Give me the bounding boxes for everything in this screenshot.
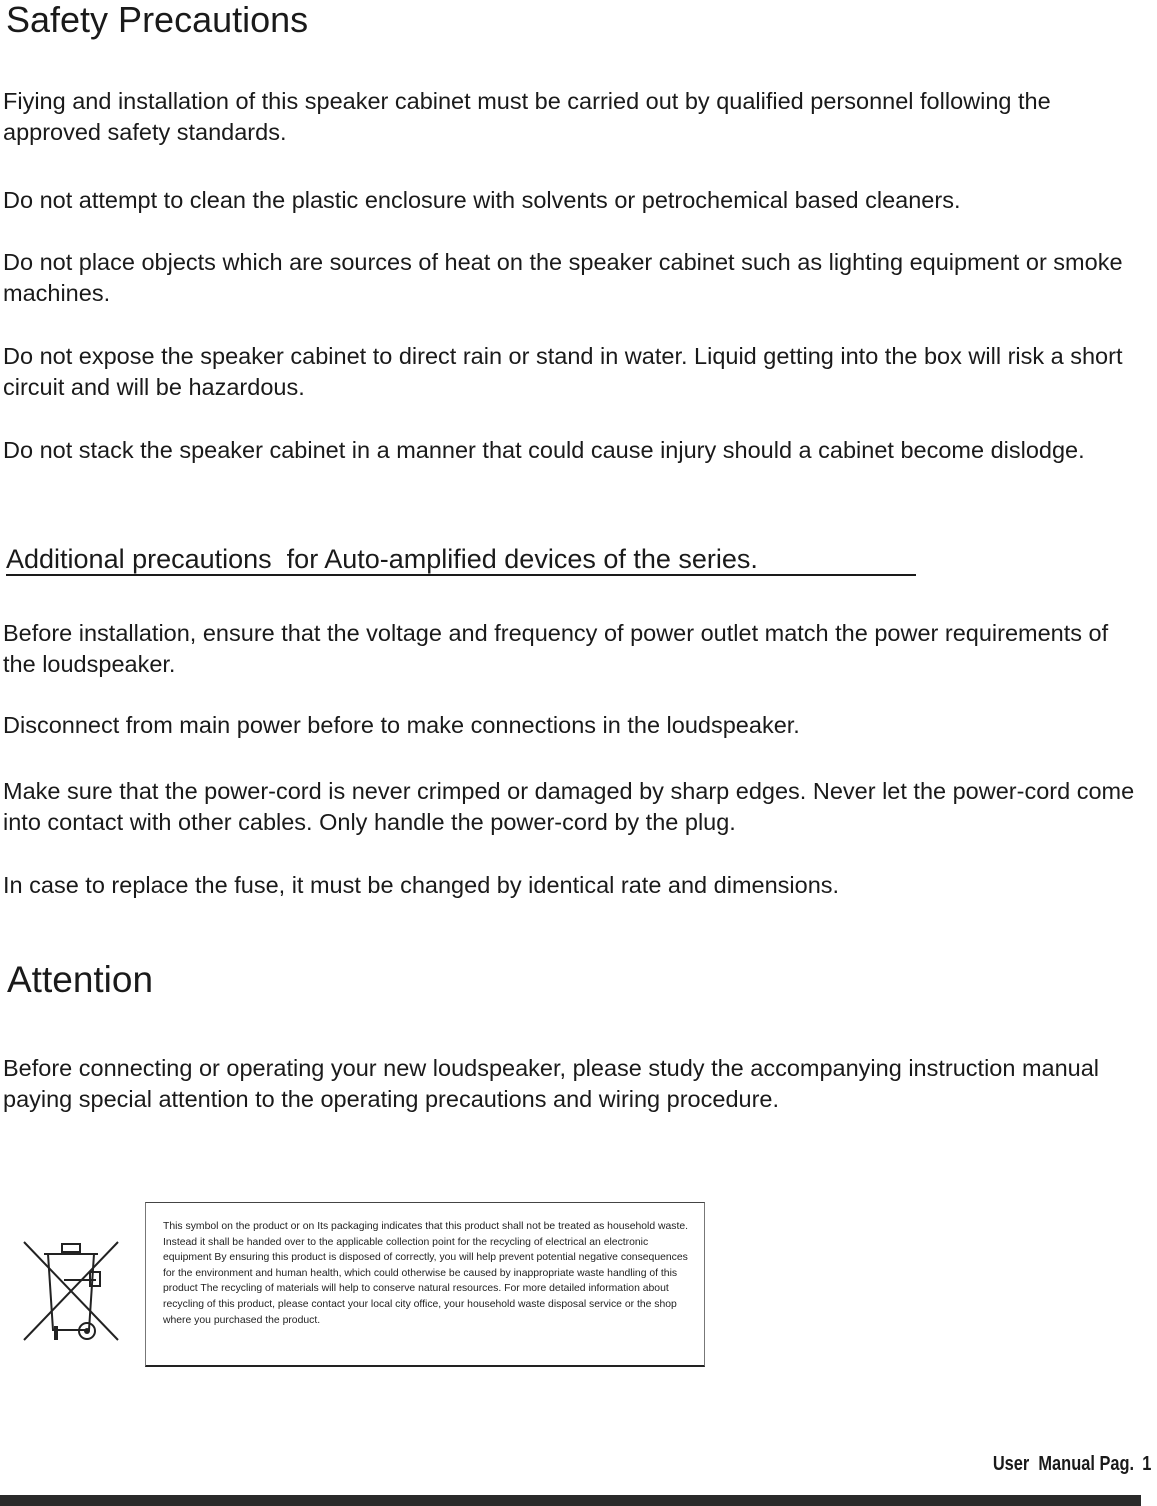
crossed-out-wheelie-bin-icon bbox=[18, 1236, 124, 1346]
safety-paragraph-installation: Fiying and installation of this speaker cabinet must be carried out by qualified personnel following the approved safety standards. bbox=[3, 88, 1051, 145]
additional-precautions-title bbox=[6, 541, 758, 577]
additional-paragraph-power-cord: Make sure that the power-cord is never crimped or damaged by sharp edges. Never let the power-cord come into contact with other cables. Only handle the power-cord by the plug. bbox=[3, 778, 1135, 835]
recycling-notice-box bbox=[145, 1202, 705, 1367]
safety-precautions-title: Safety Precautions bbox=[6, 0, 309, 40]
attention-paragraph: Before connecting or operating your new loudspeaker, please study the accompanying instruction manual paying special attention to the operating precautions and wiring procedure. bbox=[3, 1055, 1100, 1112]
page-footer bbox=[992, 1453, 1151, 1476]
footer-label: User Manual Pag. bbox=[992, 1453, 1134, 1475]
additional-precautions-title-text: Additional precautions for Auto-amplified devices of the series. bbox=[6, 544, 758, 574]
additional-paragraph-disconnect: Disconnect from main power before to make connections in the loudspeaker. bbox=[3, 712, 800, 738]
attention-title: Attention bbox=[7, 959, 154, 1000]
page-number: 1 bbox=[1141, 1453, 1151, 1475]
safety-paragraph-water: Do not expose the speaker cabinet to direct rain or stand in water. Liquid getting into the box will risk a short circuit and will be hazardous. bbox=[3, 343, 1123, 400]
title-underline bbox=[6, 574, 916, 576]
recycling-notice-text: This symbol on the product or on Its packaging indicates that this product shall not be treated as household waste. Instead it shall be handed over to the applicable collection point for the recycling of electrical an electronic equipment By ensuring this product is disposed of correctly, you will help prevent potential negative consequences for the environment and human health, which could otherwise be caused by inappropriate waste handling of this product The recycling of materials will help to conserve natural resources. For more detailed information about recycling of this product, please contact your local city office, your household waste disposal service or the shop where you purchased the product. bbox=[163, 1221, 689, 1326]
additional-paragraph-fuse: In case to replace the fuse, it must be changed by identical rate and dimensions. bbox=[3, 872, 840, 898]
footer-rule bbox=[0, 1495, 1141, 1506]
safety-paragraph-heat: Do not place objects which are sources of heat on the speaker cabinet such as lighting equipment or smoke machines. bbox=[3, 249, 1123, 306]
additional-paragraph-voltage: Before installation, ensure that the voltage and frequency of power outlet match the power requirements of the loudspeaker. bbox=[3, 620, 1109, 677]
safety-paragraph-cleaning: Do not attempt to clean the plastic enclosure with solvents or petrochemical based cleaners. bbox=[3, 187, 961, 213]
safety-paragraph-stacking: Do not stack the speaker cabinet in a manner that could cause injury should a cabinet become dislodge. bbox=[3, 437, 1085, 463]
